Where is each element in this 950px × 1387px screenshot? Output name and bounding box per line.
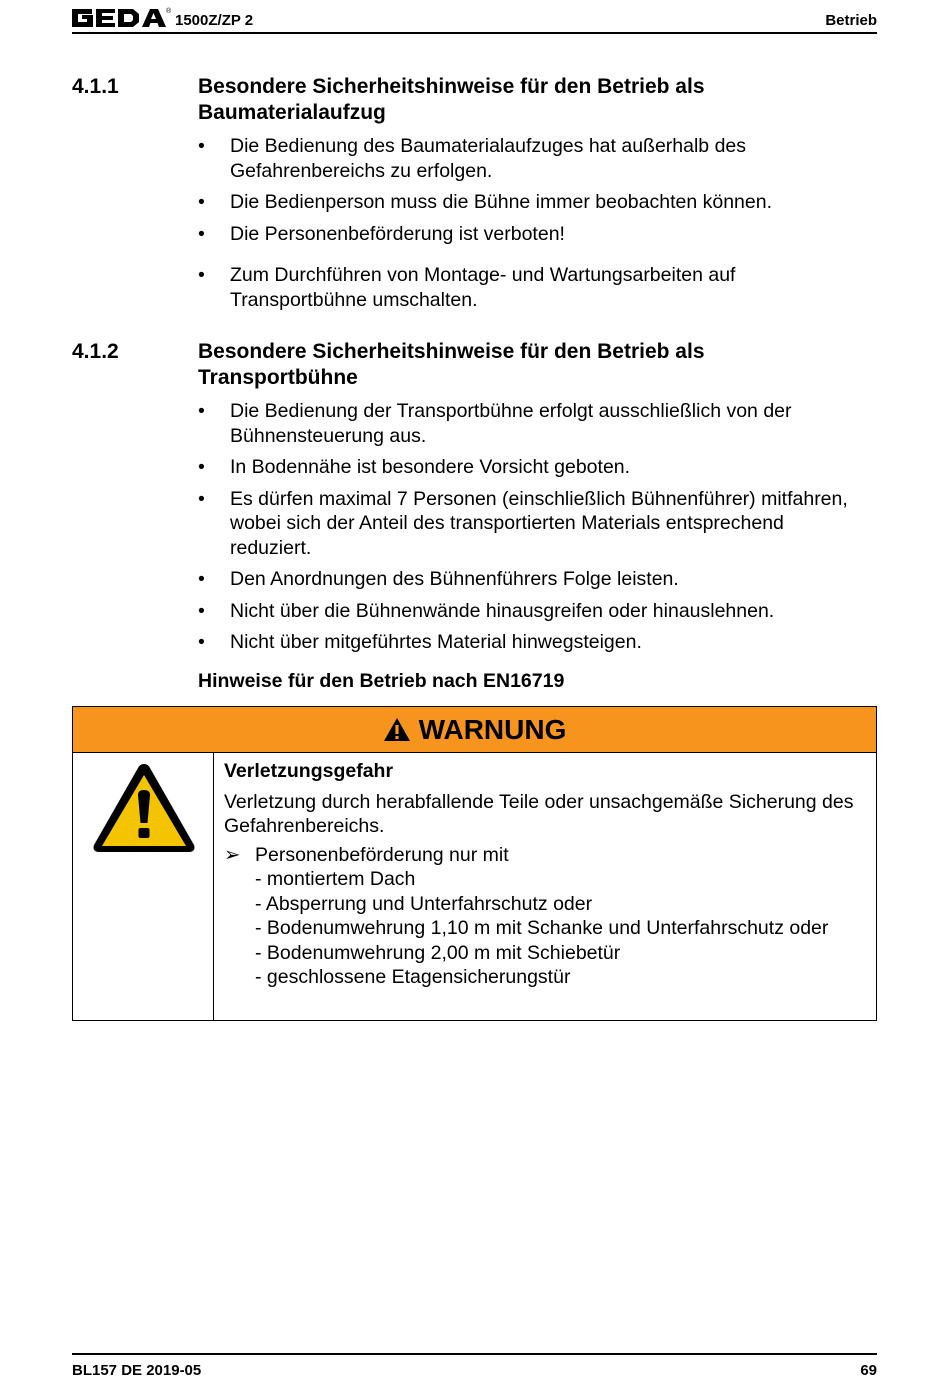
list-item: • Den Anordnungen des Bühnenführers Folge leisten. — [198, 567, 868, 592]
warning-triangle-icon — [383, 717, 411, 742]
page-header — [72, 4, 877, 34]
warning-content — [224, 759, 864, 990]
measure-intro: Personenbeförderung nur mit — [255, 843, 509, 866]
list-item: • In Bodennähe ist besondere Vorsicht geboten. — [198, 455, 868, 480]
hazard-sign-icon — [91, 761, 197, 855]
warning-icon-cell — [73, 753, 214, 1020]
bullet-list-412 — [198, 399, 868, 655]
list-item: • Die Bedienung des Baumaterialaufzuges hat außerhalb des Gefahrenbereichs zu erfolgen. — [198, 134, 868, 183]
section-title: Besondere Sicherheitshinweise für den Betrieb als Transportbühne — [198, 340, 705, 389]
en16719-subheading: Hinweise für den Betrieb nach EN16719 — [198, 670, 565, 692]
arrow-bullet-icon: ➢ — [224, 843, 241, 866]
section-number: 4.1.1 — [72, 75, 119, 98]
section-number: 4.1.2 — [72, 340, 119, 363]
list-item: • Zum Durchführen von Montage- und Wartungsarbeiten auf Transportbühne umschalten. — [198, 263, 868, 312]
measure-line: - Bodenumwehrung 1,10 m mit Schanke und Unterfahrschutz oder — [255, 917, 829, 939]
document-id: BL157 DE 2019-05 — [72, 1362, 202, 1379]
product-model: 1500Z/ZP 2 — [175, 12, 254, 29]
measure-line: - Absperrung und Unterfahrschutz oder — [255, 892, 593, 915]
warning-label: WARNUNG — [418, 713, 567, 745]
header-section-title: Betrieb — [825, 12, 877, 29]
geda-logo — [72, 6, 172, 28]
list-item: • Nicht über mitgeführtes Material hinwegsteigen. — [198, 630, 868, 655]
list-item: • Die Bedienung der Transportbühne erfolgt ausschließlich von der Bühnensteuerung aus. — [198, 399, 868, 448]
bullet-list-411 — [198, 134, 868, 312]
page-number: 69 — [860, 1362, 877, 1379]
list-item: • Nicht über die Bühnenwände hinausgreifen oder hinauslehnen. — [198, 599, 868, 624]
warning-header-bar — [73, 707, 876, 753]
list-item: • Die Personenbeförderung ist verboten! — [198, 222, 868, 247]
section-title: Besondere Sicherheitshinweise für den Betrieb als Baumaterialaufzug — [198, 75, 705, 124]
measure-line: - geschlossene Etagensicherungstür — [255, 966, 571, 988]
list-item: • Die Bedienperson muss die Bühne immer beobachten können. — [198, 190, 868, 215]
measure-line: - montiertem Dach — [255, 868, 416, 890]
list-item: • Es dürfen maximal 7 Personen (einschließlich Bühnenführer) mitfahren, wobei sich der Anteil des transportierten Materials entsprechend reduziert. — [198, 487, 868, 561]
hazard-description: Verletzung durch herabfallende Teile oder unsachgemäße Sicherung des Gefahrenbereichs. — [224, 790, 854, 837]
measure-line: - Bodenumwehrung 2,00 m mit Schiebetür — [255, 941, 621, 964]
warning-box — [72, 706, 877, 1021]
safety-measure — [224, 843, 864, 990]
page-footer — [72, 1353, 877, 1379]
svg-text:®: ® — [166, 8, 172, 15]
hazard-title: Verletzungsgefahr — [224, 760, 394, 782]
